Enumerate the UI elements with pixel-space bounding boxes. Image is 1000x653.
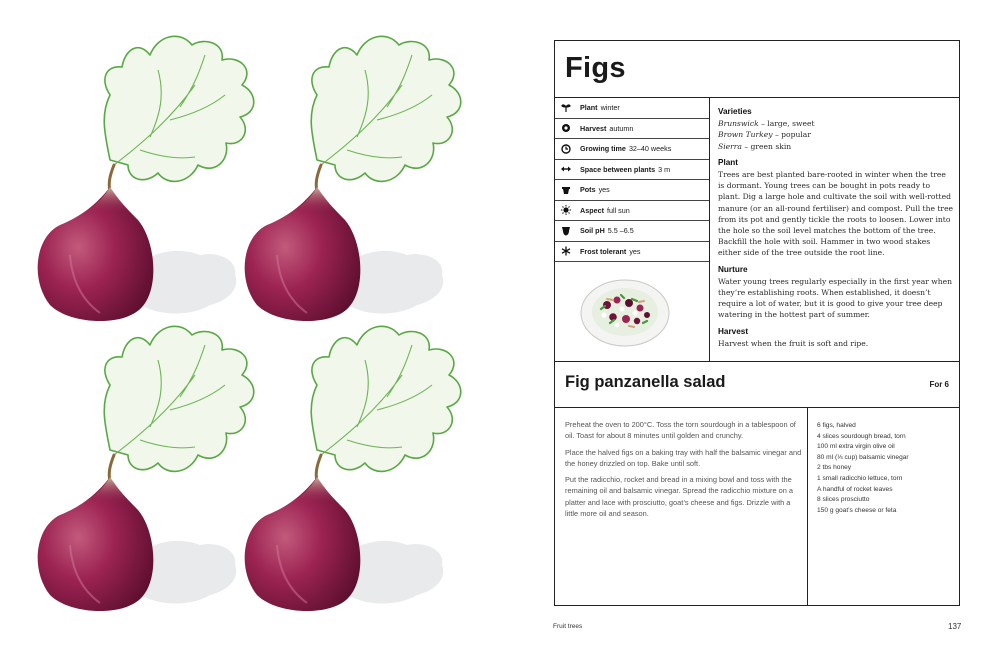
soil-icon [561,226,571,236]
plant-heading: Plant [718,157,739,167]
info-label: Aspect [580,205,604,215]
info-row-harvest [555,119,709,140]
snowflake-icon [561,246,571,256]
info-label: Frost tolerant [580,246,627,256]
info-row-plant [555,98,709,119]
ingredients-list [817,421,957,516]
varieties-heading: Varieties [718,107,752,116]
info-row-aspect [555,201,709,222]
recipe-title: Fig panzanella salad [565,373,726,391]
recipe-method [565,419,805,524]
ingredient-item: 1 small radicchio lettuce, torn [817,474,903,482]
ingredient-item: 150 g goat’s cheese or feta [817,506,897,514]
clock-icon [561,144,571,154]
ingredients-divider [807,408,808,606]
plant-info-card [554,40,960,606]
growing-description [718,106,954,354]
info-value: 32–40 weeks [628,144,672,154]
fig-illustration [30,315,270,615]
pot-icon [561,185,571,195]
info-row-growing-time [555,139,709,160]
growing-info-list [555,98,710,361]
info-value: yes [598,185,610,195]
ingredient-item: 100 ml extra virgin olive oil [817,443,895,451]
ingredient-item: A handful of rocket leaves [817,485,893,493]
harvest-heading: Harvest [718,326,749,336]
title-box [555,41,959,98]
info-row-pots [555,180,709,201]
nurture-text: Water young trees regularly especially in the first year when they’re establishing roots. When established, it doesn’t require a lot of water, but it is good to give your tree deep watering in the hottest part of summer. [718,276,953,320]
info-label: Harvest [580,123,607,133]
ingredient-item: 8 slices prosciutto [817,496,870,504]
harvest-text: Harvest when the fruit is soft and ripe. [718,338,869,348]
variety-item: Sierra – green skin [718,141,792,151]
plant-icon [561,103,571,113]
method-step: Place the halved figs on a baking tray with half the balsamic vinegar and the honey drizzled on top. Bake until soft. [565,447,802,468]
fig-illustration [237,25,477,325]
salad-plate-illustration [577,273,673,349]
footer-section-label: Fruit trees [553,623,583,630]
fig-illustration [237,315,477,615]
ingredient-item: 6 figs, halved [817,422,856,429]
info-row-spacing [555,160,709,181]
info-label: Growing time [580,144,626,154]
serves-label: For 6 [929,380,949,389]
spacing-arrows-icon [561,164,571,174]
ingredient-item: 2 tbs honey [817,464,852,472]
info-row-soil-ph [555,221,709,242]
info-label: Space between plants [580,164,656,174]
info-value: autumn [609,123,634,133]
harvest-icon [561,123,571,133]
method-step: Preheat the oven to 200°C. Toss the torn sourdough in a tablespoon of oil. Toast for about 8 minutes until golden and crunchy. [565,420,796,441]
info-value: 5.5 –6.5 [607,226,634,236]
plant-text: Trees are best planted bare-rooted in winter when the tree is dormant. Young trees can be bought in pots ready to plant. Dig a large hole and cultivate the soil with well-rotted manure (or an all-round fertiliser) and compost. Pull the tree from its pot and gently tickle the roots to loosen. Lower into the hole so the soil level matches the bottom of the tree. Backfill the hole with soil. Hammer in two wood stakes either side of the tree outside the root line. [718,170,954,258]
page-title: Figs [565,52,626,84]
ingredient-item: 80 ml (⅓ cup) balsamic vinegar [817,453,909,461]
variety-item: Brunswick – large, sweet [718,119,815,129]
info-label: Plant [580,103,598,113]
info-value: yes [629,246,641,256]
info-label: Soil pH [580,226,605,236]
nurture-heading: Nurture [718,264,748,274]
info-value: 3 m [658,164,671,174]
sun-icon [561,205,571,215]
info-value: full sun [606,205,630,215]
info-value: winter [600,103,620,113]
method-step: Put the radicchio, rocket and bread in a mixing bowl and toss with the remaining oil and balsamic vinegar. Spread the radicchio mixture on a platter and lace with prosciutto, goat’s cheese and figs. Drizzle with a little more oil and season. [565,475,794,519]
fig-illustration [30,25,270,325]
recipe-header [555,361,959,408]
ingredient-item: 4 slices sourdough bread, torn [817,432,906,440]
variety-item: Brown Turkey – popular [718,130,811,140]
info-row-frost [555,242,709,263]
page-number: 137 [948,622,962,631]
info-label: Pots [580,185,596,195]
